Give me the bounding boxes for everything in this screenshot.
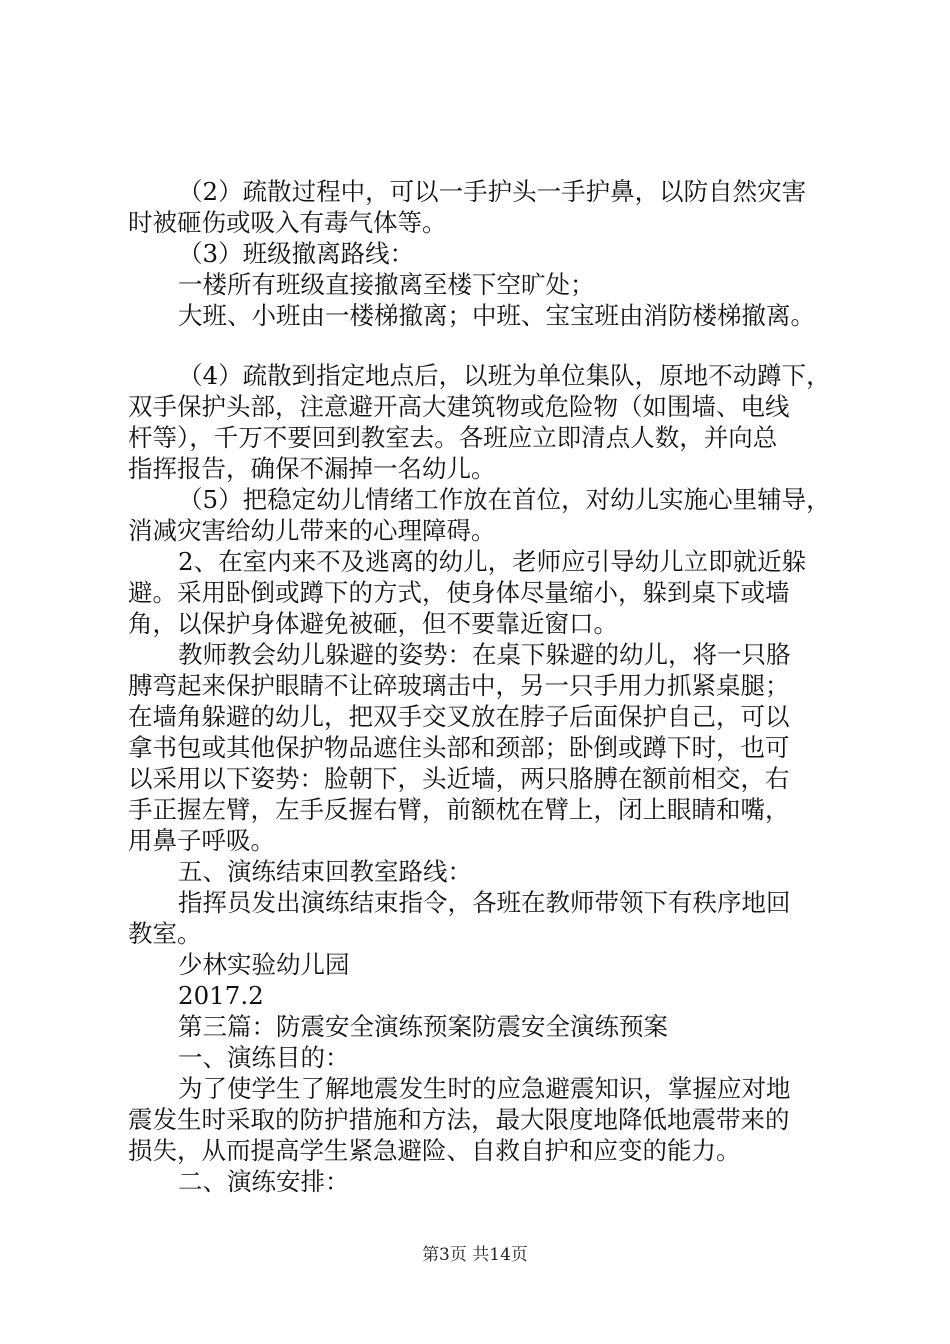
paragraph-line: 角，以保护身体避免被砸，但不要靠近窗口。 xyxy=(128,609,618,638)
paragraph-line: 教师教会幼儿躲避的姿势：在桌下躲避的幼儿，将一只胳 xyxy=(178,640,791,669)
page-number-footer: 第3页 共14页 xyxy=(422,1245,528,1265)
paragraph-line: （3）班级撤离路线： xyxy=(178,239,415,268)
paragraph-line: 时被砸伤或吸入有毒气体等。 xyxy=(128,208,447,237)
section-heading: 一、演练目的： xyxy=(178,1043,350,1072)
paragraph-line: （5）把稳定幼儿情绪工作放在首位，对幼儿实施心里辅导， xyxy=(178,485,831,514)
chapter-title: 第三篇：防震安全演练预案防震安全演练预案 xyxy=(178,1012,668,1041)
signature-date: 2017.2 xyxy=(178,981,264,1010)
paragraph-line: 用鼻子呼吸。 xyxy=(128,826,275,855)
paragraph-line: 双手保护头部，注意避开高大建筑物或危险物（如围墙、电线 xyxy=(128,392,790,421)
paragraph-line: 损失，从而提高学生紧急避险、自救自护和应变的能力。 xyxy=(128,1136,741,1165)
paragraph-line: 一楼所有班级直接撤离至楼下空旷处； xyxy=(178,270,595,299)
paragraph-line: 杆等），千万不要回到教室去。各班应立即清点人数，并向总 xyxy=(128,423,778,452)
paragraph-line: （2）疏散过程中，可以一手护头一手护鼻，以防自然灾害 xyxy=(178,177,807,206)
paragraph-line: 指挥员发出演练结束指令，各班在教师带领下有秩序地回 xyxy=(178,888,791,917)
paragraph-line: 消减灾害给幼儿带来的心理障碍。 xyxy=(128,516,496,545)
signature-org: 少林实验幼儿园 xyxy=(178,950,350,979)
paragraph-line: （4）疏散到指定地点后，以班为单位集队，原地不动蹲下， xyxy=(178,361,831,390)
paragraph-line: 手正握左臂，左手反握右臂，前额枕在臂上，闭上眼睛和嘴， xyxy=(128,795,790,824)
paragraph-line: 在墙角躲避的幼儿，把双手交叉放在脖子后面保护自己，可以 xyxy=(128,702,790,731)
section-heading: 二、演练安排： xyxy=(178,1167,350,1196)
paragraph-line: 为了使学生了解地震发生时的应急避震知识，掌握应对地 xyxy=(178,1074,791,1103)
paragraph-line: 避。采用卧倒或蹲下的方式，使身体尽量缩小，躲到桌下或墙 xyxy=(128,578,790,607)
paragraph-line: 大班、小班由一楼梯撤离；中班、宝宝班由消防楼梯撤离。 xyxy=(178,301,815,330)
paragraph-line: 2、在室内来不及逃离的幼儿，老师应引导幼儿立即就近躲 xyxy=(178,547,807,576)
paragraph-line: 膊弯起来保护眼睛不让碎玻璃击中，另一只手用力抓紧桌腿； xyxy=(128,671,790,700)
paragraph-line: 拿书包或其他保护物品遮住头部和颈部；卧倒或蹲下时，也可 xyxy=(128,733,790,762)
paragraph-line: 指挥报告，确保不漏掉一名幼儿。 xyxy=(128,454,496,483)
section-heading: 五、演练结束回教室路线： xyxy=(178,857,472,886)
paragraph-line: 以采用以下姿势：脸朝下，头近墙，两只胳膊在额前相交，右 xyxy=(128,764,790,793)
paragraph-line: 震发生时采取的防护措施和方法，最大限度地降低地震带来的 xyxy=(128,1105,790,1134)
paragraph-line: 教室。 xyxy=(128,919,202,948)
